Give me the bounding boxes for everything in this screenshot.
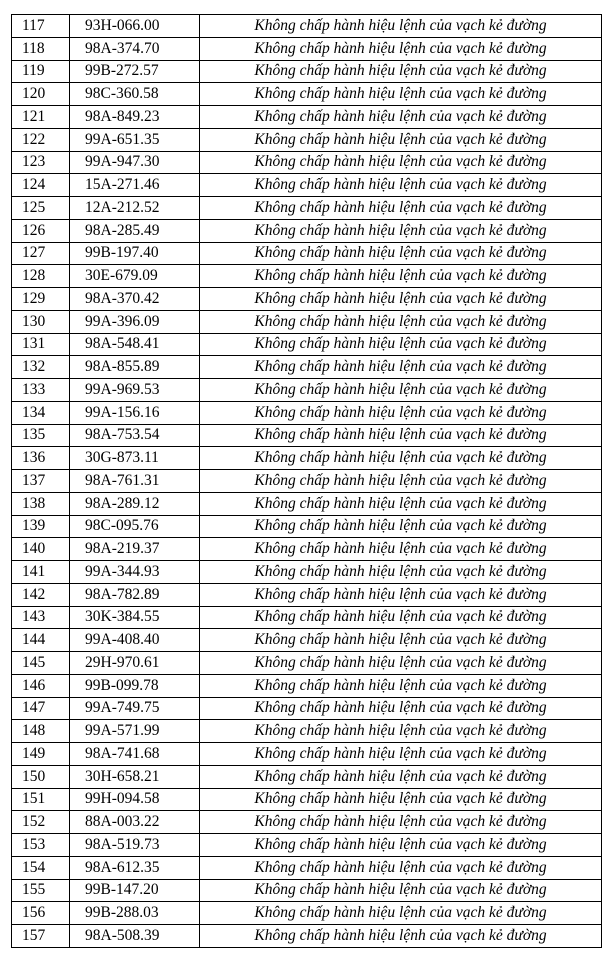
table-row bbox=[12, 83, 602, 106]
license-plate-cell: 98A-285.49 bbox=[70, 219, 200, 242]
violation-cell: Không chấp hành hiệu lệnh của vạch kẻ đường bbox=[200, 401, 602, 424]
license-plate-cell: 12A-212.52 bbox=[70, 197, 200, 220]
license-plate-cell: 99A-344.93 bbox=[70, 561, 200, 584]
violation-cell: Không chấp hành hiệu lệnh của vạch kẻ đường bbox=[200, 629, 602, 652]
violation-cell: Không chấp hành hiệu lệnh của vạch kẻ đường bbox=[200, 925, 602, 948]
violation-cell: Không chấp hành hiệu lệnh của vạch kẻ đường bbox=[200, 197, 602, 220]
license-plate-cell: 98A-753.54 bbox=[70, 424, 200, 447]
violation-cell: Không chấp hành hiệu lệnh của vạch kẻ đường bbox=[200, 470, 602, 493]
table-row bbox=[12, 561, 602, 584]
violation-cell: Không chấp hành hiệu lệnh của vạch kẻ đường bbox=[200, 561, 602, 584]
table-row bbox=[12, 106, 602, 129]
violation-cell: Không chấp hành hiệu lệnh của vạch kẻ đường bbox=[200, 424, 602, 447]
table-row bbox=[12, 379, 602, 402]
license-plate-cell: 98A-855.89 bbox=[70, 356, 200, 379]
license-plate-cell: 93H-066.00 bbox=[70, 15, 200, 38]
violation-cell: Không chấp hành hiệu lệnh của vạch kẻ đường bbox=[200, 856, 602, 879]
row-number-cell: 141 bbox=[12, 561, 70, 584]
table-row bbox=[12, 37, 602, 60]
violation-cell: Không chấp hành hiệu lệnh của vạch kẻ đường bbox=[200, 379, 602, 402]
table-row bbox=[12, 356, 602, 379]
table-row bbox=[12, 629, 602, 652]
row-number-cell: 124 bbox=[12, 174, 70, 197]
row-number-cell: 149 bbox=[12, 743, 70, 766]
row-number-cell: 123 bbox=[12, 151, 70, 174]
violation-cell: Không chấp hành hiệu lệnh của vạch kẻ đường bbox=[200, 60, 602, 83]
violation-cell: Không chấp hành hiệu lệnh của vạch kẻ đường bbox=[200, 356, 602, 379]
table-row bbox=[12, 424, 602, 447]
table-row bbox=[12, 674, 602, 697]
violation-cell: Không chấp hành hiệu lệnh của vạch kẻ đường bbox=[200, 447, 602, 470]
row-number-cell: 156 bbox=[12, 902, 70, 925]
violation-cell: Không chấp hành hiệu lệnh của vạch kẻ đường bbox=[200, 674, 602, 697]
license-plate-cell: 98A-374.70 bbox=[70, 37, 200, 60]
violation-cell: Không chấp hành hiệu lệnh của vạch kẻ đường bbox=[200, 697, 602, 720]
row-number-cell: 154 bbox=[12, 856, 70, 879]
table-row bbox=[12, 583, 602, 606]
row-number-cell: 148 bbox=[12, 720, 70, 743]
table-row bbox=[12, 265, 602, 288]
license-plate-cell: 98A-548.41 bbox=[70, 333, 200, 356]
table-row bbox=[12, 310, 602, 333]
violation-cell: Không chấp hành hiệu lệnh của vạch kẻ đường bbox=[200, 879, 602, 902]
table-row bbox=[12, 925, 602, 948]
row-number-cell: 119 bbox=[12, 60, 70, 83]
row-number-cell: 153 bbox=[12, 834, 70, 857]
table-row bbox=[12, 197, 602, 220]
table-row bbox=[12, 652, 602, 675]
violation-cell: Không chấp hành hiệu lệnh của vạch kẻ đường bbox=[200, 242, 602, 265]
row-number-cell: 137 bbox=[12, 470, 70, 493]
row-number-cell: 131 bbox=[12, 333, 70, 356]
violation-cell: Không chấp hành hiệu lệnh của vạch kẻ đường bbox=[200, 515, 602, 538]
row-number-cell: 151 bbox=[12, 788, 70, 811]
license-plate-cell: 98A-219.37 bbox=[70, 538, 200, 561]
row-number-cell: 125 bbox=[12, 197, 70, 220]
license-plate-cell: 99A-408.40 bbox=[70, 629, 200, 652]
license-plate-cell: 98C-095.76 bbox=[70, 515, 200, 538]
license-plate-cell: 99B-099.78 bbox=[70, 674, 200, 697]
row-number-cell: 134 bbox=[12, 401, 70, 424]
license-plate-cell: 98A-782.89 bbox=[70, 583, 200, 606]
violation-cell: Không chấp hành hiệu lệnh của vạch kẻ đường bbox=[200, 743, 602, 766]
row-number-cell: 135 bbox=[12, 424, 70, 447]
row-number-cell: 133 bbox=[12, 379, 70, 402]
table-row bbox=[12, 492, 602, 515]
table-row bbox=[12, 697, 602, 720]
violation-cell: Không chấp hành hiệu lệnh của vạch kẻ đường bbox=[200, 811, 602, 834]
violation-cell: Không chấp hành hiệu lệnh của vạch kẻ đường bbox=[200, 720, 602, 743]
row-number-cell: 126 bbox=[12, 219, 70, 242]
violations-table-body bbox=[12, 15, 602, 948]
violation-cell: Không chấp hành hiệu lệnh của vạch kẻ đường bbox=[200, 333, 602, 356]
violation-cell: Không chấp hành hiệu lệnh của vạch kẻ đường bbox=[200, 538, 602, 561]
license-plate-cell: 99A-947.30 bbox=[70, 151, 200, 174]
license-plate-cell: 99B-272.57 bbox=[70, 60, 200, 83]
violation-cell: Không chấp hành hiệu lệnh của vạch kẻ đường bbox=[200, 265, 602, 288]
table-row bbox=[12, 606, 602, 629]
license-plate-cell: 98A-289.12 bbox=[70, 492, 200, 515]
violation-cell: Không chấp hành hiệu lệnh của vạch kẻ đường bbox=[200, 288, 602, 311]
table-row bbox=[12, 720, 602, 743]
table-row bbox=[12, 60, 602, 83]
violation-cell: Không chấp hành hiệu lệnh của vạch kẻ đường bbox=[200, 128, 602, 151]
license-plate-cell: 98A-849.23 bbox=[70, 106, 200, 129]
table-row bbox=[12, 219, 602, 242]
table-row bbox=[12, 401, 602, 424]
row-number-cell: 142 bbox=[12, 583, 70, 606]
row-number-cell: 145 bbox=[12, 652, 70, 675]
violation-cell: Không chấp hành hiệu lệnh của vạch kẻ đường bbox=[200, 151, 602, 174]
violation-cell: Không chấp hành hiệu lệnh của vạch kẻ đường bbox=[200, 83, 602, 106]
table-row bbox=[12, 128, 602, 151]
table-row bbox=[12, 15, 602, 38]
violation-cell: Không chấp hành hiệu lệnh của vạch kẻ đường bbox=[200, 15, 602, 38]
table-row bbox=[12, 242, 602, 265]
violation-cell: Không chấp hành hiệu lệnh của vạch kẻ đường bbox=[200, 37, 602, 60]
table-row bbox=[12, 811, 602, 834]
row-number-cell: 147 bbox=[12, 697, 70, 720]
license-plate-cell: 99A-969.53 bbox=[70, 379, 200, 402]
violation-cell: Không chấp hành hiệu lệnh của vạch kẻ đường bbox=[200, 310, 602, 333]
license-plate-cell: 98A-508.39 bbox=[70, 925, 200, 948]
violation-cell: Không chấp hành hiệu lệnh của vạch kẻ đường bbox=[200, 788, 602, 811]
row-number-cell: 127 bbox=[12, 242, 70, 265]
license-plate-cell: 99B-197.40 bbox=[70, 242, 200, 265]
table-row bbox=[12, 288, 602, 311]
row-number-cell: 152 bbox=[12, 811, 70, 834]
table-row bbox=[12, 879, 602, 902]
license-plate-cell: 98A-761.31 bbox=[70, 470, 200, 493]
violations-table bbox=[11, 14, 602, 948]
table-row bbox=[12, 902, 602, 925]
license-plate-cell: 30H-658.21 bbox=[70, 765, 200, 788]
row-number-cell: 143 bbox=[12, 606, 70, 629]
row-number-cell: 157 bbox=[12, 925, 70, 948]
table-row bbox=[12, 151, 602, 174]
table-row bbox=[12, 788, 602, 811]
license-plate-cell: 99A-156.16 bbox=[70, 401, 200, 424]
license-plate-cell: 98C-360.58 bbox=[70, 83, 200, 106]
table-row bbox=[12, 538, 602, 561]
violation-cell: Không chấp hành hiệu lệnh của vạch kẻ đường bbox=[200, 606, 602, 629]
row-number-cell: 118 bbox=[12, 37, 70, 60]
license-plate-cell: 30G-873.11 bbox=[70, 447, 200, 470]
license-plate-cell: 99A-651.35 bbox=[70, 128, 200, 151]
license-plate-cell: 29H-970.61 bbox=[70, 652, 200, 675]
violation-cell: Không chấp hành hiệu lệnh của vạch kẻ đường bbox=[200, 834, 602, 857]
license-plate-cell: 99B-147.20 bbox=[70, 879, 200, 902]
table-row bbox=[12, 447, 602, 470]
license-plate-cell: 15A-271.46 bbox=[70, 174, 200, 197]
row-number-cell: 150 bbox=[12, 765, 70, 788]
license-plate-cell: 88A-003.22 bbox=[70, 811, 200, 834]
table-row bbox=[12, 834, 602, 857]
row-number-cell: 121 bbox=[12, 106, 70, 129]
row-number-cell: 120 bbox=[12, 83, 70, 106]
row-number-cell: 140 bbox=[12, 538, 70, 561]
license-plate-cell: 99A-571.99 bbox=[70, 720, 200, 743]
license-plate-cell: 98A-612.35 bbox=[70, 856, 200, 879]
row-number-cell: 139 bbox=[12, 515, 70, 538]
row-number-cell: 136 bbox=[12, 447, 70, 470]
license-plate-cell: 30E-679.09 bbox=[70, 265, 200, 288]
table-row bbox=[12, 333, 602, 356]
violation-cell: Không chấp hành hiệu lệnh của vạch kẻ đường bbox=[200, 219, 602, 242]
violation-cell: Không chấp hành hiệu lệnh của vạch kẻ đường bbox=[200, 583, 602, 606]
license-plate-cell: 98A-370.42 bbox=[70, 288, 200, 311]
row-number-cell: 117 bbox=[12, 15, 70, 38]
violation-cell: Không chấp hành hiệu lệnh của vạch kẻ đường bbox=[200, 902, 602, 925]
row-number-cell: 129 bbox=[12, 288, 70, 311]
violation-cell: Không chấp hành hiệu lệnh của vạch kẻ đường bbox=[200, 652, 602, 675]
table-row bbox=[12, 765, 602, 788]
table-row bbox=[12, 856, 602, 879]
license-plate-cell: 98A-519.73 bbox=[70, 834, 200, 857]
row-number-cell: 146 bbox=[12, 674, 70, 697]
table-row bbox=[12, 470, 602, 493]
license-plate-cell: 99H-094.58 bbox=[70, 788, 200, 811]
row-number-cell: 155 bbox=[12, 879, 70, 902]
license-plate-cell: 30K-384.55 bbox=[70, 606, 200, 629]
violation-cell: Không chấp hành hiệu lệnh của vạch kẻ đường bbox=[200, 492, 602, 515]
license-plate-cell: 99A-396.09 bbox=[70, 310, 200, 333]
table-row bbox=[12, 515, 602, 538]
violation-cell: Không chấp hành hiệu lệnh của vạch kẻ đường bbox=[200, 765, 602, 788]
table-row bbox=[12, 743, 602, 766]
violation-cell: Không chấp hành hiệu lệnh của vạch kẻ đường bbox=[200, 106, 602, 129]
row-number-cell: 138 bbox=[12, 492, 70, 515]
table-row bbox=[12, 174, 602, 197]
row-number-cell: 130 bbox=[12, 310, 70, 333]
license-plate-cell: 98A-741.68 bbox=[70, 743, 200, 766]
row-number-cell: 128 bbox=[12, 265, 70, 288]
license-plate-cell: 99A-749.75 bbox=[70, 697, 200, 720]
row-number-cell: 122 bbox=[12, 128, 70, 151]
violation-cell: Không chấp hành hiệu lệnh của vạch kẻ đường bbox=[200, 174, 602, 197]
row-number-cell: 144 bbox=[12, 629, 70, 652]
license-plate-cell: 99B-288.03 bbox=[70, 902, 200, 925]
row-number-cell: 132 bbox=[12, 356, 70, 379]
